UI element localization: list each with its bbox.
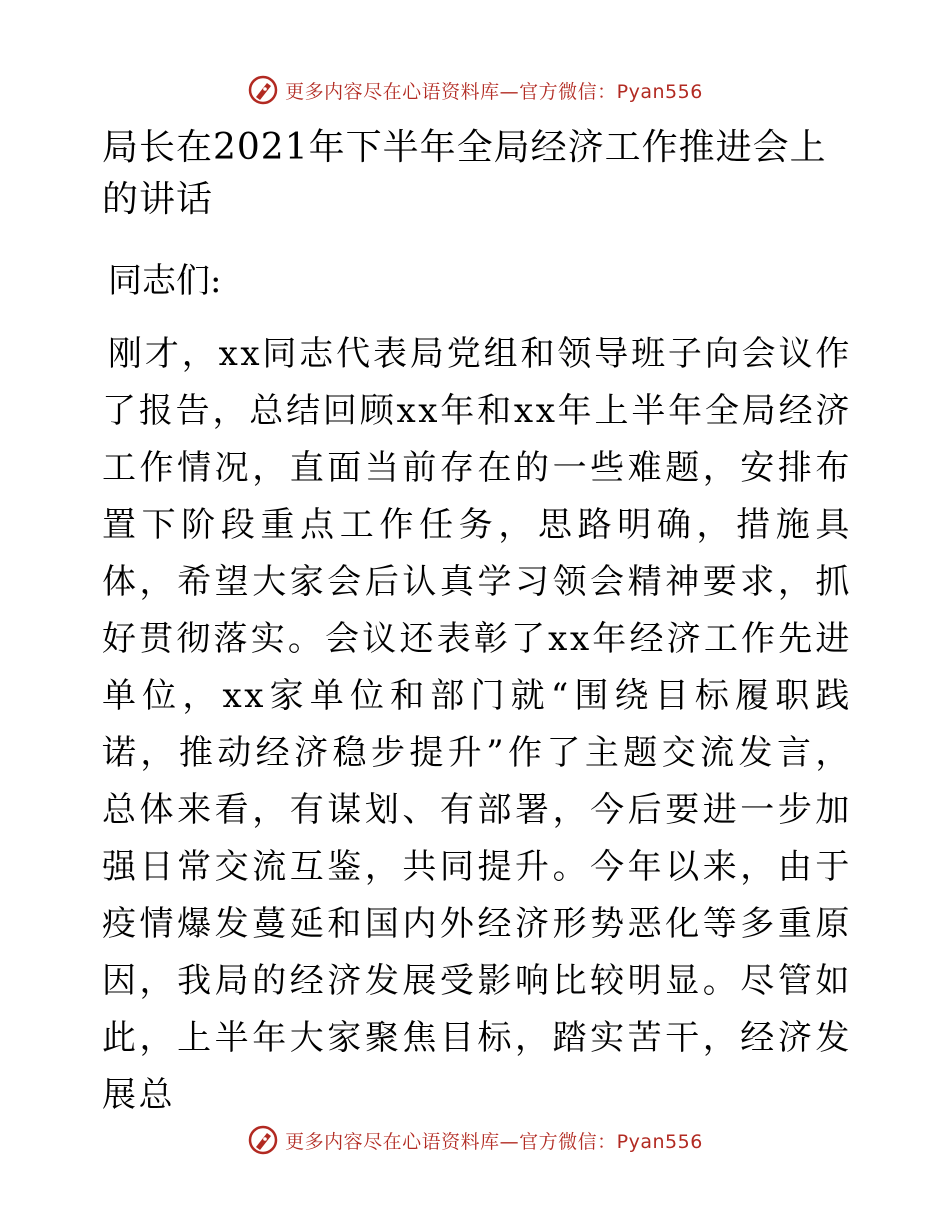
watermark-footer [0,1120,950,1160]
watermark-header [0,70,950,110]
salutation: 同志们: [108,261,222,301]
body-paragraph: 刚才，xx同志代表局党组和领导班子向会议作了报告，总结回顾xx年和xx年上半年全局经济工作情况，直面当前存在的一些难题，安排布置下阶段重点工作任务，思路明确，措施具体，希望大家会后认真学习领会精神要求，抓好贯彻落实。会议还表彰了xx年经济工作先进单位，xx家单位和部门就“围绕目标履职践诺，推动经济稳步提升”作了主题交流发言，总体来看，有谋划、有部署，今后要进一步加强日常交流互鉴，共同提升。今年以来，由于疫情爆发蔓延和国内外经济形势恶化等多重原因，我局的经济发展受影响比较明显。尽管如此，上半年大家聚焦目标，踏实苦干，经济发展总 [102,334,852,1115]
watermark-text: 更多内容尽在心语资料库—官方微信：Pyan556 [285,80,703,103]
document-title: 局长在2021年下半年全局经济工作推进会上的讲话 [102,127,827,220]
pen-nib-logo-icon [247,74,279,106]
pen-nib-logo-icon [247,1124,279,1156]
watermark-text: 更多内容尽在心语资料库—官方微信：Pyan556 [285,1130,703,1153]
